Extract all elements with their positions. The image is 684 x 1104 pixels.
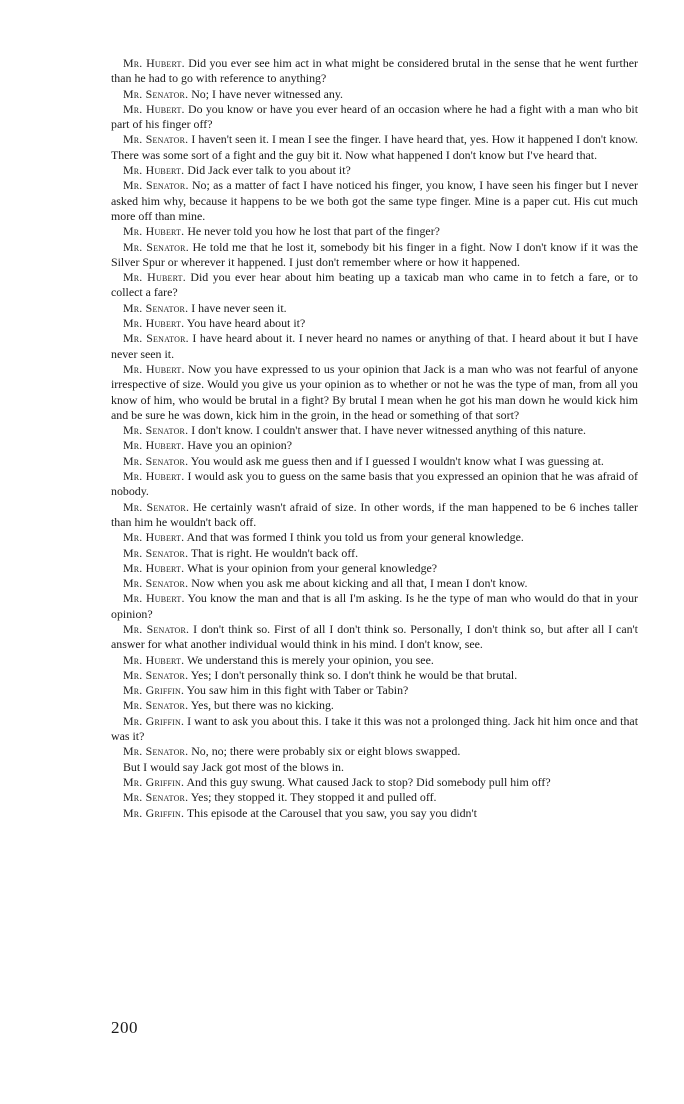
speech-text: You have heard about it? <box>184 316 306 331</box>
transcript-paragraph <box>111 87 638 102</box>
speech-text: And this guy swung. What caused Jack to stop? Did somebody pull him off? <box>184 774 551 789</box>
speaker-name: Mr. Senator. <box>123 667 189 682</box>
speaker-name: Mr. Senator. <box>123 790 189 805</box>
speech-text: Did you ever see him act in what might be considered brutal in the sense that he went further than he had to go with reference to anything? <box>111 56 639 86</box>
transcript-paragraph <box>111 714 638 745</box>
transcript-paragraph <box>111 500 638 531</box>
speech-text: I don't know. I couldn't answer that. I have never witnessed anything of this nature. <box>188 423 587 438</box>
page-number: 200 <box>111 1018 138 1037</box>
speech-text: No, no; there were probably six or eight blows swapped. <box>188 744 461 759</box>
speech-text: I don't think so. First of all I don't think so. Personally, I don't think so, but after all I can't answer for what another individual would think in his mind. I don't know, see. <box>111 621 638 652</box>
speech-text: I would ask you to guess on the same basis that you expressed an opinion that he was afraid of nobody. <box>111 469 638 499</box>
transcript-paragraph <box>111 438 638 453</box>
speaker-name: Mr. Senator. <box>123 331 189 346</box>
speaker-name: Mr. Senator. <box>123 423 189 438</box>
speaker-name: Mr. Senator. <box>123 744 189 759</box>
speech-text: Yes; I don't personally think so. I don't think he would be that brutal. <box>188 667 518 682</box>
speech-text: Yes, but there was no kicking. <box>188 698 334 713</box>
transcript-paragraph <box>111 102 638 133</box>
transcript-paragraph <box>111 301 638 316</box>
speech-text: You would ask me guess then and if I guessed I wouldn't know what I was guessing at. <box>188 453 604 468</box>
speaker-name: Mr. Hubert. <box>123 591 185 606</box>
speaker-name: Mr. Griffin. <box>123 774 185 789</box>
transcript-paragraph <box>111 331 638 362</box>
transcript-paragraph <box>111 561 638 576</box>
speaker-name: Mr. Senator. <box>123 698 189 713</box>
speaker-name: Mr. Hubert. <box>123 224 185 239</box>
speech-text: No; I have never witnessed any. <box>188 86 343 101</box>
transcript-paragraph <box>111 760 638 775</box>
speaker-name: Mr. Hubert. <box>123 469 185 484</box>
speech-text: Now you have expressed to us your opinion that Jack is a man who was not fearful of anyone irrespective of size. Would you give us your opinion as to whether or not he was the type of man, from all you know of him, who would be brutal in a fight? By brutal I mean when he got his man down he would kick him and be sure he was down, kick him in the groin, in the head or something of that sort? <box>111 361 638 422</box>
speech-text: This episode at the Carousel that you saw, you say you didn't <box>184 805 477 820</box>
speaker-name: Mr. Griffin. <box>123 713 185 728</box>
transcript-paragraph <box>111 546 638 561</box>
transcript-paragraph <box>111 653 638 668</box>
speech-text: I have heard about it. I never heard no names or anything of that. I heard about it but I have never seen it. <box>111 331 638 361</box>
speaker-name: Mr. Senator. <box>123 178 189 193</box>
speech-text: But I would say Jack got most of the blows in. <box>123 759 344 774</box>
transcript-body <box>111 56 638 821</box>
speech-text: No; as a matter of fact I have noticed his finger, you know, I have seen his finger but I never asked him why, because it happens to be we both got the same type finger. Mine is a paper cut. His cut much more off than mine. <box>111 178 638 223</box>
speaker-name: Mr. Senator. <box>123 499 190 514</box>
speech-text: Did you ever hear about him beating up a taxicab man who came in to fetch a fare, or to collect a fare? <box>111 270 638 300</box>
transcript-paragraph <box>111 270 638 301</box>
speech-text: Now when you ask me about kicking and all that, I mean I don't know. <box>188 576 528 591</box>
speech-text: I want to ask you about this. I take it this was not a prolonged thing. Jack hit him once and that was it? <box>111 713 639 744</box>
speaker-name: Mr. Hubert. <box>123 316 185 331</box>
speech-text: What is your opinion from your general knowledge? <box>184 560 438 575</box>
transcript-paragraph <box>111 240 638 271</box>
speaker-name: Mr. Senator. <box>123 621 190 636</box>
speech-text: You know the man and that is all I'm asking. Is he the type of man who would do that in your opinion? <box>111 591 638 621</box>
speaker-name: Mr. Hubert. <box>123 270 186 285</box>
transcript-paragraph <box>111 454 638 469</box>
transcript-paragraph <box>111 469 638 500</box>
speaker-name: Mr. Senator. <box>123 239 189 254</box>
transcript-paragraph <box>111 622 638 653</box>
transcript-paragraph <box>111 56 638 87</box>
transcript-paragraph <box>111 224 638 239</box>
speaker-name: Mr. Hubert. <box>123 163 185 178</box>
transcript-paragraph <box>111 530 638 545</box>
speaker-name: Mr. Senator. <box>123 132 189 147</box>
speaker-name: Mr. Hubert. <box>123 101 185 116</box>
transcript-paragraph <box>111 775 638 790</box>
speech-text: And that was formed I think you told us from your general knowledge. <box>184 530 524 545</box>
speaker-name: Mr. Hubert. <box>123 560 185 575</box>
speech-text: Do you know or have you ever heard of an occasion where he had a fight with a man who bit part of his finger off? <box>111 101 638 132</box>
speaker-name: Mr. Griffin. <box>123 805 185 820</box>
transcript-paragraph <box>111 668 638 683</box>
speech-text: Did Jack ever talk to you about it? <box>184 163 351 178</box>
speech-text: I haven't seen it. I mean I see the finger. I have heard that, yes. How it happened I don't know. There was some sort of a fight and the guy bit it. Now what happened I don't know but I've heard that. <box>111 132 639 162</box>
speaker-name: Mr. Senator. <box>123 300 189 315</box>
speaker-name: Mr. Hubert. <box>123 438 185 453</box>
transcript-paragraph <box>111 806 638 821</box>
transcript-paragraph <box>111 178 638 224</box>
speech-text: He certainly wasn't afraid of size. In other words, if the man happened to be 6 inches taller than him he wouldn't back off. <box>111 499 639 529</box>
speaker-name: Mr. Hubert. <box>123 652 185 667</box>
speech-text: He never told you how he lost that part of the finger? <box>184 224 440 239</box>
speaker-name: Mr. Hubert. <box>123 530 185 545</box>
speech-text: He told me that he lost it, somebody bit his finger in a fight. Now I don't know if it was the Silver Spur or wherever it happened. I just don't remember where or how it happened. <box>111 239 638 269</box>
speech-text: You saw him in this fight with Taber or Tabin? <box>184 683 409 698</box>
speaker-name: Mr. Senator. <box>123 545 189 560</box>
transcript-paragraph <box>111 591 638 622</box>
transcript-paragraph <box>111 790 638 805</box>
speaker-name: Mr. Senator. <box>123 576 189 591</box>
transcript-paragraph <box>111 163 638 178</box>
speech-text: Yes; they stopped it. They stopped it and pulled off. <box>188 790 437 805</box>
transcript-paragraph <box>111 683 638 698</box>
transcript-paragraph <box>111 423 638 438</box>
speech-text: Have you an opinion? <box>184 438 293 453</box>
speech-text: We understand this is merely your opinion, you see. <box>184 652 434 667</box>
speech-text: That is right. He wouldn't back off. <box>188 545 359 560</box>
speech-text: I have never seen it. <box>188 300 287 315</box>
transcript-paragraph <box>111 362 638 423</box>
speaker-name: Mr. Hubert. <box>123 361 185 376</box>
transcript-paragraph <box>111 576 638 591</box>
transcript-paragraph <box>111 744 638 759</box>
speaker-name: Mr. Senator. <box>123 86 189 101</box>
speaker-name: Mr. Senator. <box>123 453 189 468</box>
speaker-name: Mr. Hubert. <box>123 56 185 70</box>
transcript-paragraph <box>111 316 638 331</box>
transcript-paragraph <box>111 132 638 163</box>
speaker-name: Mr. Griffin. <box>123 683 185 698</box>
transcript-paragraph <box>111 698 638 713</box>
